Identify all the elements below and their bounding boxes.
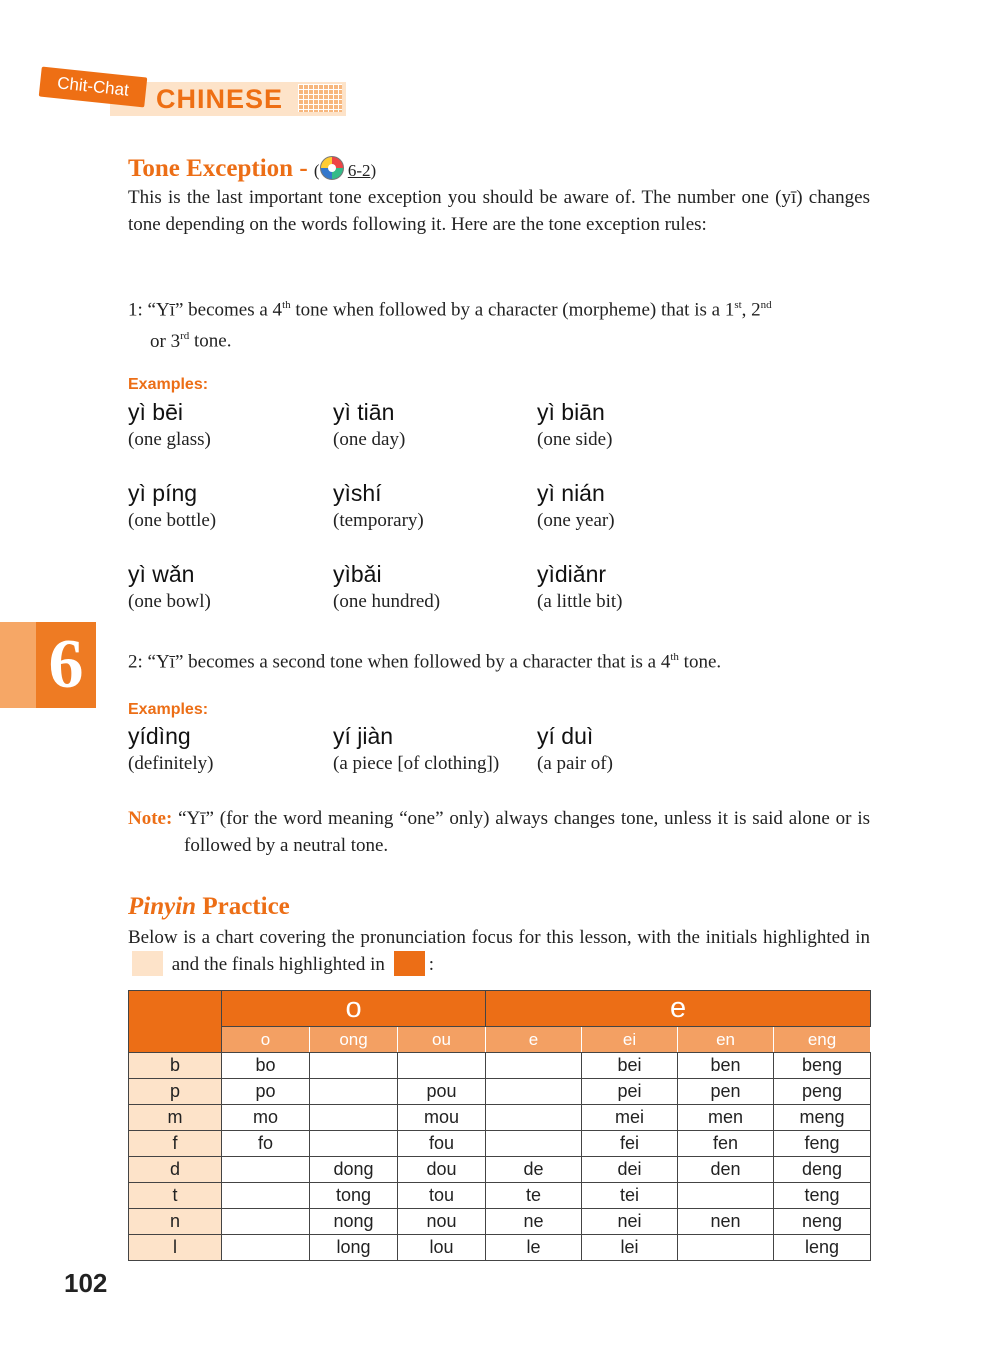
syllable-cell: te [486, 1183, 582, 1209]
audio-track-number: 6-2 [347, 161, 371, 180]
syllable-cell: men [678, 1105, 774, 1131]
syllable-cell: teng [774, 1183, 871, 1209]
pinyin-practice-intro [128, 924, 870, 978]
example-pinyin: yìbǎi [333, 561, 382, 587]
syllable-cell: fen [678, 1131, 774, 1157]
table-row [129, 1235, 871, 1261]
example-pinyin: yídìng [128, 723, 191, 749]
note-paragraph [128, 805, 870, 859]
example-meaning: (one year) [537, 510, 615, 531]
syllable-cell: long [310, 1235, 398, 1261]
syllable-cell: dong [310, 1157, 398, 1183]
ref-close: ) [370, 161, 377, 180]
initial-cell: t [129, 1183, 222, 1209]
example-meaning: (one bowl) [128, 591, 211, 612]
pinyin-practice-heading [128, 893, 290, 921]
final-header: ou [398, 1027, 486, 1053]
initials-color-swatch [132, 951, 163, 976]
final-header: o [222, 1027, 310, 1053]
logo-chinese: CHINESE [156, 84, 284, 114]
syllable-cell: bei [582, 1053, 678, 1079]
rule-1-text-e: tone. [189, 330, 232, 352]
final-header: en [678, 1027, 774, 1053]
example-meaning: (one hundred) [333, 591, 441, 612]
rule-1-text-b: tone when followed by a character (morpheme) that is a 1 [290, 299, 735, 321]
pinyin-practice-title-rest: Practice [196, 893, 290, 920]
examples-label-1: Examples: [128, 376, 209, 393]
example-meaning: (a little bit) [537, 591, 623, 612]
syllable-cell: pen [678, 1079, 774, 1105]
table-row [129, 1209, 871, 1235]
syllable-cell: de [486, 1157, 582, 1183]
rule-1-sup-4: rd [180, 330, 190, 343]
syllable-cell: neng [774, 1209, 871, 1235]
practice-intro-text-a: Below is a chart covering the pronunciation focus for this lesson, with the initials highlighted in [128, 927, 870, 948]
syllable-cell: deng [774, 1157, 871, 1183]
example-pinyin: yìdiǎnr [537, 561, 607, 587]
note-label: Note: [128, 808, 173, 829]
table-row [129, 1157, 871, 1183]
example-pinyin: yì nián [537, 480, 605, 506]
initial-cell: b [129, 1053, 222, 1079]
syllable-cell: den [678, 1157, 774, 1183]
syllable-cell: fou [398, 1131, 486, 1157]
initial-cell: d [129, 1157, 222, 1183]
syllable-cell [310, 1105, 398, 1131]
syllable-cell: pei [582, 1079, 678, 1105]
syllable-cell: nen [678, 1209, 774, 1235]
syllable-cell [486, 1079, 582, 1105]
logo-grid-pattern [298, 84, 342, 112]
syllable-cell [310, 1053, 398, 1079]
final-header: ei [582, 1027, 678, 1053]
rule-2-text-a: 2: “Yī” becomes a second tone when followed by a character that is a 4 [128, 651, 671, 673]
rule-1-sup-3: nd [760, 299, 772, 311]
syllable-cell: meng [774, 1105, 871, 1131]
finals-color-swatch [394, 951, 425, 976]
rule-1-text-c: , 2 [741, 299, 761, 321]
syllable-cell: dei [582, 1157, 678, 1183]
syllable-cell: nou [398, 1209, 486, 1235]
example-meaning: (a pair of) [537, 753, 613, 774]
syllable-cell [222, 1209, 310, 1235]
table-row [129, 1183, 871, 1209]
syllable-cell [486, 1053, 582, 1079]
examples-label-2: Examples: [128, 701, 209, 718]
rule-2-text-b: tone. [678, 651, 722, 673]
example-meaning: (a piece [of clothing]) [333, 753, 500, 774]
rule-1-sup-2: st [734, 299, 742, 311]
page-number: 102 [64, 1268, 108, 1298]
rule-2 [128, 644, 870, 675]
syllable-cell [486, 1105, 582, 1131]
example-pinyin: yí jiàn [333, 723, 394, 749]
syllable-cell: nong [310, 1209, 398, 1235]
syllable-cell [678, 1183, 774, 1209]
practice-intro-text-c: : [428, 954, 434, 975]
example-pinyin: yìshí [333, 480, 382, 506]
syllable-cell [398, 1053, 486, 1079]
syllable-cell: leng [774, 1235, 871, 1261]
syllable-cell [222, 1157, 310, 1183]
example-pinyin: yì tiān [333, 399, 395, 425]
example-meaning: (one day) [333, 429, 406, 450]
syllable-cell: nei [582, 1209, 678, 1235]
table-row [129, 1105, 871, 1131]
ref-open: ( [313, 161, 320, 180]
example-meaning: (definitely) [128, 753, 214, 774]
table-row [129, 1079, 871, 1105]
syllable-cell: mo [222, 1105, 310, 1131]
tone-exception-intro: This is the last important tone exception you should be aware of. The number one (yī) changes tone depending on the words following it. Here are the tone exception rules: [128, 187, 870, 235]
practice-intro-text-b: and the finals highlighted in [171, 954, 385, 975]
rule-2-sup: th [670, 651, 679, 663]
syllable-cell: peng [774, 1079, 871, 1105]
final-group-header: e [486, 991, 871, 1027]
syllable-cell: mei [582, 1105, 678, 1131]
example-pinyin: yì píng [128, 480, 198, 506]
pinyin-practice-title-italic: Pinyin [128, 893, 197, 920]
syllable-cell [310, 1079, 398, 1105]
pinyin-chart [128, 990, 871, 1261]
note-text: “Yī” (for the word meaning “one” only) always changes tone, unless it is said alone or is followed by a neutral tone. [172, 808, 870, 856]
tone-exception-heading [128, 155, 376, 183]
syllable-cell [222, 1235, 310, 1261]
example-pinyin: yì biān [537, 399, 605, 425]
example-meaning: (one bottle) [128, 510, 217, 531]
chapter-tab[interactable]: 6 [36, 622, 96, 708]
rule-1-text-d: or 3 [150, 330, 181, 352]
final-header: eng [774, 1027, 871, 1053]
initial-cell: n [129, 1209, 222, 1235]
rule-1-sup-1: th [282, 299, 291, 311]
table-row [129, 1131, 871, 1157]
syllable-cell: pou [398, 1079, 486, 1105]
syllable-cell: feng [774, 1131, 871, 1157]
initial-cell: p [129, 1079, 222, 1105]
example-meaning: (one side) [537, 429, 613, 450]
example-meaning: (one glass) [128, 429, 211, 450]
table-row [129, 1053, 871, 1079]
syllable-cell [310, 1131, 398, 1157]
syllable-cell [222, 1183, 310, 1209]
rule-1-text-a: 1: “Yī” becomes a 4 [128, 299, 283, 321]
final-header: e [486, 1027, 582, 1053]
syllable-cell: fo [222, 1131, 310, 1157]
logo-chit-chat: Chit-Chat [39, 67, 148, 108]
syllable-cell [678, 1235, 774, 1261]
example-pinyin: yì bēi [128, 399, 183, 425]
syllable-cell: fei [582, 1131, 678, 1157]
syllable-cell: tong [310, 1183, 398, 1209]
syllable-cell: lei [582, 1235, 678, 1261]
syllable-cell: ne [486, 1209, 582, 1235]
chapter-tab-accent [0, 622, 36, 708]
audio-reference[interactable] [314, 161, 376, 180]
syllable-cell: bo [222, 1053, 310, 1079]
table-corner [129, 991, 222, 1053]
final-header: ong [310, 1027, 398, 1053]
syllable-cell: mou [398, 1105, 486, 1131]
syllable-cell: lou [398, 1235, 486, 1261]
example-pinyin: yí duì [537, 723, 594, 749]
syllable-cell: tou [398, 1183, 486, 1209]
example-meaning: (temporary) [333, 510, 424, 531]
syllable-cell: po [222, 1079, 310, 1105]
syllable-cell: tei [582, 1183, 678, 1209]
initial-cell: l [129, 1235, 222, 1261]
syllable-cell: ben [678, 1053, 774, 1079]
example-pinyin: yì wǎn [128, 561, 195, 587]
initial-cell: f [129, 1131, 222, 1157]
syllable-cell: dou [398, 1157, 486, 1183]
final-group-header: o [222, 991, 486, 1027]
tone-exception-title: Tone Exception - [128, 155, 314, 182]
syllable-cell [486, 1131, 582, 1157]
syllable-cell: le [486, 1235, 582, 1261]
initial-cell: m [129, 1105, 222, 1131]
syllable-cell: beng [774, 1053, 871, 1079]
rule-1 [128, 292, 888, 355]
audio-cd-icon [320, 156, 344, 180]
